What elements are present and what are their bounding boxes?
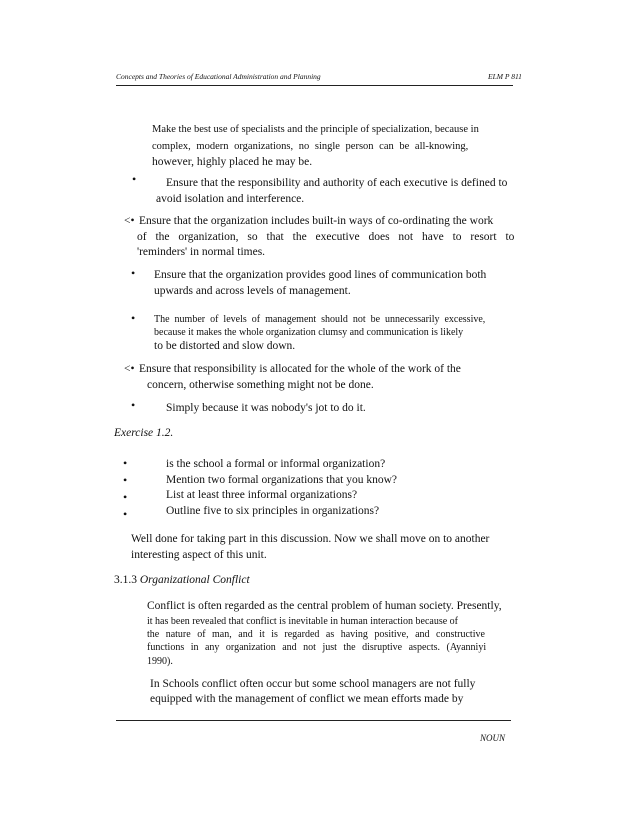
specialists-line-1-text: Make the best use of specialists and the principle of specialization, because in xyxy=(152,124,479,135)
exercise-closing-line-1: Well done for taking part in this discussion. Now we shall move on to another xyxy=(131,533,490,545)
conflict-para-1-line-3: the nature of man, and it is regarded as having positive, and constructive xyxy=(147,629,485,640)
footer-rule xyxy=(116,720,511,721)
item-4-line-3: to be distorted and slow down. xyxy=(154,340,296,352)
item-1-line-1: Ensure that the responsibility and authority of each executive is defined to xyxy=(166,177,508,189)
footer-label: NOUN xyxy=(480,733,506,743)
conflict-para-2-line-2: equipped with the management of conflict we mean efforts made by xyxy=(150,693,464,705)
item-3-line-2: upwards and across levels of management. xyxy=(154,285,351,297)
running-header-code: ELM P 811 xyxy=(488,72,522,81)
exercise-heading: Exercise 1.2. xyxy=(114,427,174,439)
item-1-line-2: avoid isolation and interference. xyxy=(156,193,305,205)
conflict-para-1-line-4: functions in any organization and not just the disruptive aspects. (Ayanniyi xyxy=(147,642,487,653)
conflict-para-1-line-2: it has been revealed that conflict is inevitable in human interaction because of xyxy=(147,616,458,627)
section-heading xyxy=(114,572,250,588)
specialists-line-1 xyxy=(152,123,558,136)
item-5-line-1: Ensure that responsibility is allocated for the whole of the work of the xyxy=(139,363,461,375)
bullet-marker-5: <• xyxy=(124,363,135,375)
section-title: Organizational Conflict xyxy=(139,574,250,586)
exercise-bullet-2: • xyxy=(123,473,128,487)
item-2-line-3: 'reminders' in normal times. xyxy=(137,246,266,258)
item-5-line-2: concern, otherwise something might not be done. xyxy=(147,379,374,391)
item-2-line-2: of the organization, so that the executive does not have to resort to xyxy=(137,231,515,243)
header-rule xyxy=(116,85,513,86)
exercise-closing-line-2: interesting aspect of this unit. xyxy=(131,549,267,561)
specialists-line-3: however, highly placed he may be. xyxy=(152,156,313,168)
exercise-bullet-4: • xyxy=(123,507,128,521)
section-number: 3.1.3 xyxy=(114,574,137,586)
exercise-question-3: List at least three informal organizations? xyxy=(166,489,358,501)
item-3-line-1: Ensure that the organization provides good lines of communication both xyxy=(154,269,487,281)
bullet-marker-4: • xyxy=(131,311,136,325)
conflict-para-2-line-1: In Schools conflict often occur but some school managers are not fully xyxy=(150,678,476,690)
item-6-line-1: Simply because it was nobody's jot to do it. xyxy=(166,402,366,414)
exercise-question-4: Outline five to six principles in organizations? xyxy=(166,505,380,517)
conflict-para-1-line-1: Conflict is often regarded as the central problem of human society. Presently, xyxy=(147,600,502,612)
bullet-marker-3: • xyxy=(131,266,136,280)
exercise-bullet-3: • xyxy=(123,490,128,504)
exercise-bullet-1: • xyxy=(123,456,128,470)
exercise-question-1: is the school a formal or informal organization? xyxy=(166,458,386,470)
item-4-line-1: The number of levels of management should not be unnecessarily excessive, xyxy=(154,314,486,325)
conflict-para-1-line-5: 1990). xyxy=(147,656,173,667)
item-2-line-1: Ensure that the organization includes built-in ways of co-ordinating the work xyxy=(139,215,494,227)
item-4-line-2: because it makes the whole organization clumsy and communication is likely xyxy=(154,327,464,338)
bullet-marker-1: • xyxy=(132,172,137,186)
running-header-title: Concepts and Theories of Educational Administration and Planning xyxy=(116,72,321,81)
exercise-question-2: Mention two formal organizations that you know? xyxy=(166,474,398,486)
bullet-marker-6: • xyxy=(131,398,136,412)
specialists-line-2: complex, modern organizations, no single person can be all-knowing, xyxy=(152,141,469,152)
bullet-marker-2: <• xyxy=(124,215,135,227)
